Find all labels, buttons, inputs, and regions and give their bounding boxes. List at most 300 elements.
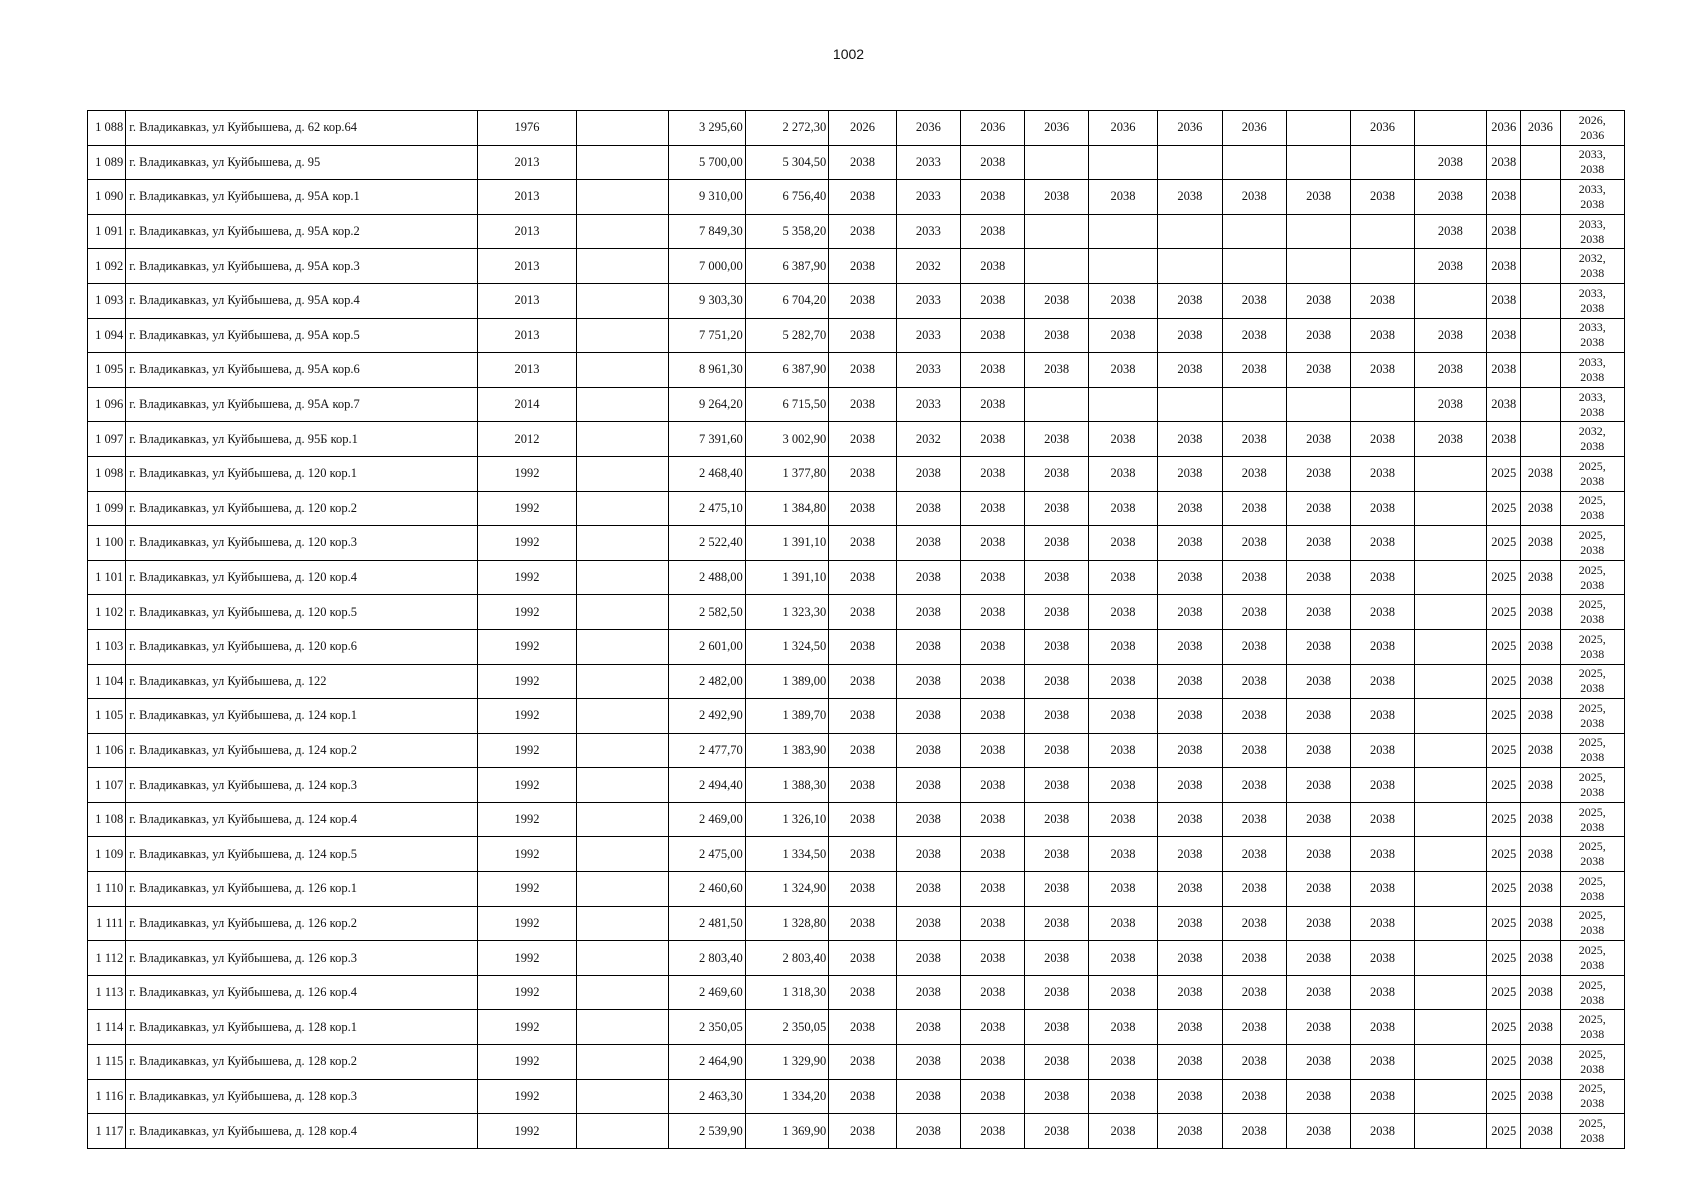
repair-year-cell: 2038 — [1025, 975, 1088, 1010]
table-row — [88, 1045, 1625, 1080]
repair-year-cell: 2038 — [1088, 699, 1157, 734]
repair-year-cell: 2038 — [1222, 456, 1286, 491]
repair-year-cell: 2038 — [1222, 353, 1286, 388]
row-number-cell: 1 095 — [88, 353, 126, 388]
build-year-cell: 2013 — [478, 249, 577, 284]
repair-year-cell: 2038 — [1351, 629, 1414, 664]
repair-years-summary-cell — [1560, 318, 1625, 353]
repair-year-cell: 2036 — [1222, 111, 1286, 146]
summary-line: 2038 — [1580, 854, 1605, 869]
repair-year-cell — [1286, 145, 1350, 180]
repair-year-cell: 2038 — [1351, 283, 1414, 318]
table-row — [88, 595, 1625, 630]
repair-year-cell: 2038 — [896, 699, 960, 734]
total-area-cell: 2 539,90 — [669, 1114, 745, 1149]
repair-year-cell: 2038 — [896, 1114, 960, 1149]
empty-cell — [576, 145, 669, 180]
table-row — [88, 180, 1625, 215]
repair-years-summary-cell — [1560, 664, 1625, 699]
repair-year-cell: 2038 — [1286, 560, 1350, 595]
repair-year-cell: 2038 — [1521, 1079, 1560, 1114]
repair-year-cell — [1414, 768, 1486, 803]
repair-year-cell: 2038 — [1351, 975, 1414, 1010]
living-area-cell: 2 350,05 — [745, 1010, 828, 1045]
repair-year-cell: 2038 — [1222, 1010, 1286, 1045]
living-area-cell: 1 389,70 — [745, 699, 828, 734]
repair-year-cell: 2038 — [1521, 629, 1560, 664]
total-area-cell: 2 468,40 — [669, 456, 745, 491]
summary-line: 2038 — [1580, 508, 1605, 523]
address-cell: г. Владикавказ, ул Куйбышева, д. 120 кор.6 — [126, 629, 478, 664]
repair-year-cell: 2038 — [1286, 664, 1350, 699]
repair-years-summary-cell — [1560, 837, 1625, 872]
repair-year-cell: 2038 — [1222, 180, 1286, 215]
table-row — [88, 560, 1625, 595]
repair-years-summary-cell — [1560, 1114, 1625, 1149]
repair-year-cell: 2038 — [829, 664, 896, 699]
repair-year-cell — [1025, 249, 1088, 284]
repair-year-cell: 2038 — [829, 387, 896, 422]
repair-year-cell: 2038 — [1414, 353, 1486, 388]
repair-year-cell: 2038 — [961, 906, 1025, 941]
repair-year-cell: 2038 — [1286, 906, 1350, 941]
repair-year-cell: 2038 — [1414, 387, 1486, 422]
empty-cell — [576, 1114, 669, 1149]
repair-year-cell — [1222, 214, 1286, 249]
build-year-cell: 1992 — [478, 526, 577, 561]
empty-cell — [576, 283, 669, 318]
repair-year-cell — [1414, 491, 1486, 526]
table-row — [88, 872, 1625, 907]
repair-year-cell: 2033 — [896, 387, 960, 422]
repair-year-cell — [1414, 560, 1486, 595]
address-cell: г. Владикавказ, ул Куйбышева, д. 95А кор.1 — [126, 180, 478, 215]
repair-year-cell: 2038 — [1158, 906, 1222, 941]
total-area-cell: 9 303,30 — [669, 283, 745, 318]
summary-line: 2038 — [1580, 923, 1605, 938]
row-number-cell: 1 108 — [88, 802, 126, 837]
repair-year-cell — [1222, 145, 1286, 180]
repair-year-cell: 2036 — [1487, 111, 1521, 146]
repair-year-cell: 2038 — [1222, 1045, 1286, 1080]
repair-year-cell: 2032 — [896, 422, 960, 457]
empty-cell — [576, 733, 669, 768]
repair-year-cell: 2038 — [829, 353, 896, 388]
repair-year-cell: 2038 — [1351, 802, 1414, 837]
repair-year-cell: 2038 — [1088, 283, 1157, 318]
table-row — [88, 699, 1625, 734]
summary-line: 2038 — [1580, 646, 1605, 661]
repair-year-cell: 2025 — [1487, 802, 1521, 837]
repair-year-cell: 2038 — [961, 180, 1025, 215]
repair-years-summary-cell — [1560, 1079, 1625, 1114]
summary-line: 2025, — [1578, 943, 1606, 958]
repair-year-cell: 2025 — [1487, 560, 1521, 595]
repair-year-cell: 2038 — [1025, 1010, 1088, 1045]
summary-line: 2025, — [1578, 700, 1606, 715]
summary-line: 2025, — [1578, 977, 1606, 992]
table-row — [88, 629, 1625, 664]
repair-year-cell — [1088, 387, 1157, 422]
build-year-cell: 1992 — [478, 1010, 577, 1045]
table-row — [88, 1079, 1625, 1114]
repair-year-cell: 2038 — [896, 768, 960, 803]
repair-year-cell: 2038 — [1286, 456, 1350, 491]
build-year-cell: 2014 — [478, 387, 577, 422]
repair-year-cell: 2038 — [1286, 318, 1350, 353]
address-cell: г. Владикавказ, ул Куйбышева, д. 126 кор.4 — [126, 975, 478, 1010]
address-cell: г. Владикавказ, ул Куйбышева, д. 120 кор.4 — [126, 560, 478, 595]
repair-year-cell: 2038 — [1222, 422, 1286, 457]
living-area-cell: 1 329,90 — [745, 1045, 828, 1080]
repair-year-cell: 2038 — [1414, 145, 1486, 180]
row-number-cell: 1 092 — [88, 249, 126, 284]
row-number-cell: 1 114 — [88, 1010, 126, 1045]
repair-year-cell: 2038 — [829, 1010, 896, 1045]
summary-line: 2025, — [1578, 804, 1606, 819]
repair-year-cell: 2038 — [1521, 595, 1560, 630]
living-area-cell: 6 387,90 — [745, 353, 828, 388]
empty-cell — [576, 180, 669, 215]
summary-line: 2038 — [1580, 819, 1605, 834]
row-number-cell: 1 097 — [88, 422, 126, 457]
row-number-cell: 1 099 — [88, 491, 126, 526]
repair-year-cell: 2038 — [1521, 802, 1560, 837]
summary-line: 2038 — [1580, 750, 1605, 765]
repair-years-summary-cell — [1560, 872, 1625, 907]
repair-year-cell: 2038 — [1158, 872, 1222, 907]
summary-line: 2025, — [1578, 527, 1606, 542]
living-area-cell: 6 704,20 — [745, 283, 828, 318]
repair-year-cell: 2038 — [1521, 1010, 1560, 1045]
empty-cell — [576, 699, 669, 734]
repair-year-cell: 2038 — [961, 283, 1025, 318]
repair-year-cell: 2038 — [1222, 283, 1286, 318]
build-year-cell: 1992 — [478, 1114, 577, 1149]
repair-year-cell: 2038 — [1414, 180, 1486, 215]
row-number-cell: 1 117 — [88, 1114, 126, 1149]
summary-line: 2038 — [1580, 266, 1605, 281]
summary-line: 2038 — [1580, 992, 1605, 1007]
summary-line: 2038 — [1580, 162, 1605, 177]
repair-year-cell — [1414, 975, 1486, 1010]
repair-year-cell: 2025 — [1487, 837, 1521, 872]
summary-line: 2038 — [1580, 958, 1605, 973]
repair-year-cell: 2038 — [1286, 872, 1350, 907]
repair-year-cell: 2038 — [1521, 872, 1560, 907]
repair-year-cell: 2038 — [1521, 526, 1560, 561]
row-number-cell: 1 090 — [88, 180, 126, 215]
repair-years-summary-cell — [1560, 733, 1625, 768]
total-area-cell: 7 751,20 — [669, 318, 745, 353]
repair-year-cell: 2025 — [1487, 491, 1521, 526]
repair-year-cell: 2038 — [1414, 214, 1486, 249]
repair-year-cell: 2038 — [1222, 526, 1286, 561]
summary-line: 2025, — [1578, 493, 1606, 508]
repair-year-cell: 2038 — [1025, 318, 1088, 353]
row-number-cell: 1 094 — [88, 318, 126, 353]
build-year-cell: 1992 — [478, 872, 577, 907]
repair-year-cell: 2038 — [829, 1045, 896, 1080]
repair-year-cell: 2038 — [1025, 1079, 1088, 1114]
empty-cell — [576, 318, 669, 353]
repair-year-cell: 2025 — [1487, 456, 1521, 491]
repair-year-cell: 2038 — [1025, 422, 1088, 457]
empty-cell — [576, 1045, 669, 1080]
repair-year-cell: 2038 — [1286, 1045, 1350, 1080]
table-row — [88, 664, 1625, 699]
repair-year-cell: 2038 — [1521, 941, 1560, 976]
repair-year-cell: 2038 — [1088, 491, 1157, 526]
repair-years-summary-cell — [1560, 526, 1625, 561]
repair-year-cell: 2038 — [1158, 422, 1222, 457]
living-area-cell: 6 715,50 — [745, 387, 828, 422]
address-cell: г. Владикавказ, ул Куйбышева, д. 124 кор.5 — [126, 837, 478, 872]
repair-years-summary-cell — [1560, 768, 1625, 803]
address-cell: г. Владикавказ, ул Куйбышева, д. 124 кор.2 — [126, 733, 478, 768]
row-number-cell: 1 098 — [88, 456, 126, 491]
repair-year-cell: 2026 — [829, 111, 896, 146]
repair-year-cell: 2038 — [896, 837, 960, 872]
build-year-cell: 2013 — [478, 353, 577, 388]
total-area-cell: 2 464,90 — [669, 1045, 745, 1080]
living-area-cell: 5 304,50 — [745, 145, 828, 180]
summary-line: 2038 — [1580, 715, 1605, 730]
repair-year-cell: 2033 — [896, 145, 960, 180]
repair-year-cell: 2038 — [1351, 526, 1414, 561]
repair-year-cell: 2038 — [1222, 560, 1286, 595]
living-area-cell: 3 002,90 — [745, 422, 828, 457]
repair-year-cell — [1025, 214, 1088, 249]
repair-year-cell: 2038 — [1158, 526, 1222, 561]
summary-line: 2038 — [1580, 439, 1605, 454]
repair-year-cell: 2038 — [1351, 941, 1414, 976]
repair-year-cell: 2038 — [1025, 456, 1088, 491]
living-area-cell: 1 324,90 — [745, 872, 828, 907]
row-number-cell: 1 106 — [88, 733, 126, 768]
repair-year-cell: 2038 — [1025, 526, 1088, 561]
repair-year-cell: 2038 — [1158, 491, 1222, 526]
total-area-cell: 9 310,00 — [669, 180, 745, 215]
table-row — [88, 733, 1625, 768]
repair-year-cell: 2038 — [961, 975, 1025, 1010]
build-year-cell: 1992 — [478, 699, 577, 734]
repair-year-cell: 2038 — [961, 941, 1025, 976]
repair-year-cell: 2038 — [961, 1079, 1025, 1114]
total-area-cell: 2 475,10 — [669, 491, 745, 526]
repair-year-cell: 2038 — [1088, 768, 1157, 803]
summary-line: 2038 — [1580, 1061, 1605, 1076]
repair-year-cell — [1414, 526, 1486, 561]
repair-year-cell: 2038 — [1222, 491, 1286, 526]
repair-year-cell: 2038 — [829, 491, 896, 526]
repair-year-cell: 2038 — [1025, 560, 1088, 595]
row-number-cell: 1 107 — [88, 768, 126, 803]
empty-cell — [576, 975, 669, 1010]
repair-year-cell: 2036 — [1025, 111, 1088, 146]
repair-year-cell — [1414, 283, 1486, 318]
repair-year-cell: 2038 — [896, 526, 960, 561]
repair-year-cell — [1351, 249, 1414, 284]
repair-year-cell: 2038 — [961, 491, 1025, 526]
repair-year-cell: 2038 — [1286, 422, 1350, 457]
repair-year-cell: 2025 — [1487, 664, 1521, 699]
repair-year-cell: 2038 — [1088, 422, 1157, 457]
summary-line: 2033, — [1578, 216, 1606, 231]
repair-year-cell: 2038 — [1088, 872, 1157, 907]
summary-line: 2033, — [1578, 389, 1606, 404]
living-area-cell: 1 369,90 — [745, 1114, 828, 1149]
address-cell: г. Владикавказ, ул Куйбышева, д. 95А кор.4 — [126, 283, 478, 318]
repair-years-summary-cell — [1560, 1045, 1625, 1080]
build-year-cell: 1992 — [478, 560, 577, 595]
living-area-cell: 1 384,80 — [745, 491, 828, 526]
total-area-cell: 2 469,60 — [669, 975, 745, 1010]
repair-year-cell: 2038 — [1158, 837, 1222, 872]
summary-line: 2038 — [1580, 612, 1605, 627]
build-year-cell: 1992 — [478, 906, 577, 941]
living-area-cell: 1 377,80 — [745, 456, 828, 491]
build-year-cell: 1992 — [478, 733, 577, 768]
address-cell: г. Владикавказ, ул Куйбышева, д. 120 кор.5 — [126, 595, 478, 630]
row-number-cell: 1 109 — [88, 837, 126, 872]
total-area-cell: 2 803,40 — [669, 941, 745, 976]
build-year-cell: 1976 — [478, 111, 577, 146]
repair-year-cell: 2038 — [1351, 1114, 1414, 1149]
table-row — [88, 111, 1625, 146]
registry-body — [88, 111, 1625, 1149]
repair-year-cell — [1414, 733, 1486, 768]
repair-years-summary-cell — [1560, 802, 1625, 837]
repair-year-cell: 2038 — [1351, 699, 1414, 734]
repair-years-summary-cell — [1560, 283, 1625, 318]
repair-years-summary-cell — [1560, 145, 1625, 180]
address-cell: г. Владикавказ, ул Куйбышева, д. 95А кор.5 — [126, 318, 478, 353]
repair-year-cell: 2038 — [961, 837, 1025, 872]
repair-year-cell — [1521, 214, 1560, 249]
repair-year-cell: 2038 — [1286, 629, 1350, 664]
repair-year-cell: 2038 — [961, 595, 1025, 630]
repair-year-cell: 2038 — [829, 526, 896, 561]
living-area-cell: 1 318,30 — [745, 975, 828, 1010]
repair-year-cell: 2038 — [1025, 1114, 1088, 1149]
repair-year-cell: 2038 — [1351, 1079, 1414, 1114]
total-area-cell: 2 494,40 — [669, 768, 745, 803]
repair-year-cell: 2038 — [961, 1114, 1025, 1149]
summary-line: 2025, — [1578, 597, 1606, 612]
repair-year-cell: 2038 — [1222, 941, 1286, 976]
total-area-cell: 8 961,30 — [669, 353, 745, 388]
repair-year-cell — [1521, 318, 1560, 353]
summary-line: 2036 — [1580, 127, 1605, 142]
repair-year-cell: 2038 — [1521, 456, 1560, 491]
empty-cell — [576, 111, 669, 146]
repair-year-cell: 2038 — [1351, 733, 1414, 768]
repair-year-cell: 2038 — [1351, 318, 1414, 353]
repair-year-cell: 2038 — [829, 906, 896, 941]
repair-year-cell: 2038 — [829, 941, 896, 976]
empty-cell — [576, 353, 669, 388]
repair-year-cell — [1521, 145, 1560, 180]
build-year-cell: 1992 — [478, 802, 577, 837]
total-area-cell: 2 492,90 — [669, 699, 745, 734]
repair-year-cell: 2038 — [1286, 699, 1350, 734]
repair-year-cell: 2038 — [1222, 802, 1286, 837]
repair-year-cell: 2038 — [829, 318, 896, 353]
empty-cell — [576, 802, 669, 837]
empty-cell — [576, 1079, 669, 1114]
address-cell: г. Владикавказ, ул Куйбышева, д. 95А кор.7 — [126, 387, 478, 422]
repair-year-cell: 2038 — [829, 145, 896, 180]
repair-year-cell: 2038 — [1487, 214, 1521, 249]
summary-line: 2025, — [1578, 873, 1606, 888]
repair-year-cell — [1414, 1079, 1486, 1114]
row-number-cell: 1 102 — [88, 595, 126, 630]
repair-year-cell: 2025 — [1487, 941, 1521, 976]
living-area-cell: 2 803,40 — [745, 941, 828, 976]
living-area-cell: 1 324,50 — [745, 629, 828, 664]
repair-year-cell: 2038 — [1025, 353, 1088, 388]
repair-year-cell: 2038 — [1414, 249, 1486, 284]
repair-year-cell: 2038 — [1158, 283, 1222, 318]
repair-year-cell: 2038 — [1158, 975, 1222, 1010]
repair-year-cell: 2038 — [961, 629, 1025, 664]
table-row — [88, 975, 1625, 1010]
table-row — [88, 249, 1625, 284]
page-number: 1002 — [832, 46, 865, 62]
repair-year-cell: 2038 — [1487, 422, 1521, 457]
repair-year-cell: 2038 — [1521, 1114, 1560, 1149]
living-area-cell: 5 358,20 — [745, 214, 828, 249]
total-area-cell: 2 601,00 — [669, 629, 745, 664]
repair-year-cell: 2038 — [1088, 1079, 1157, 1114]
summary-line: 2038 — [1580, 577, 1605, 592]
living-area-cell: 1 328,80 — [745, 906, 828, 941]
repair-year-cell: 2038 — [829, 629, 896, 664]
repair-year-cell: 2036 — [1521, 111, 1560, 146]
repair-year-cell — [1414, 629, 1486, 664]
repair-year-cell — [1351, 214, 1414, 249]
repair-years-summary-cell — [1560, 387, 1625, 422]
repair-years-summary-cell — [1560, 249, 1625, 284]
row-number-cell: 1 089 — [88, 145, 126, 180]
repair-year-cell: 2038 — [1286, 802, 1350, 837]
repair-year-cell: 2038 — [1088, 837, 1157, 872]
repair-year-cell: 2038 — [1351, 872, 1414, 907]
repair-year-cell: 2038 — [1286, 1079, 1350, 1114]
row-number-cell: 1 100 — [88, 526, 126, 561]
repair-year-cell: 2038 — [1351, 1010, 1414, 1045]
total-area-cell: 2 460,60 — [669, 872, 745, 907]
repair-year-cell: 2038 — [829, 699, 896, 734]
repair-years-summary-cell — [1560, 422, 1625, 457]
repair-years-summary-cell — [1560, 180, 1625, 215]
repair-year-cell — [1414, 456, 1486, 491]
repair-year-cell — [1414, 595, 1486, 630]
living-area-cell: 1 334,50 — [745, 837, 828, 872]
build-year-cell: 1992 — [478, 941, 577, 976]
total-area-cell: 2 475,00 — [669, 837, 745, 872]
summary-line: 2033, — [1578, 181, 1606, 196]
row-number-cell: 1 115 — [88, 1045, 126, 1080]
table-row — [88, 768, 1625, 803]
total-area-cell: 2 482,00 — [669, 664, 745, 699]
summary-line: 2025, — [1578, 839, 1606, 854]
repair-year-cell: 2038 — [1286, 283, 1350, 318]
summary-line: 2038 — [1580, 335, 1605, 350]
repair-year-cell — [1158, 387, 1222, 422]
repair-year-cell — [1414, 664, 1486, 699]
